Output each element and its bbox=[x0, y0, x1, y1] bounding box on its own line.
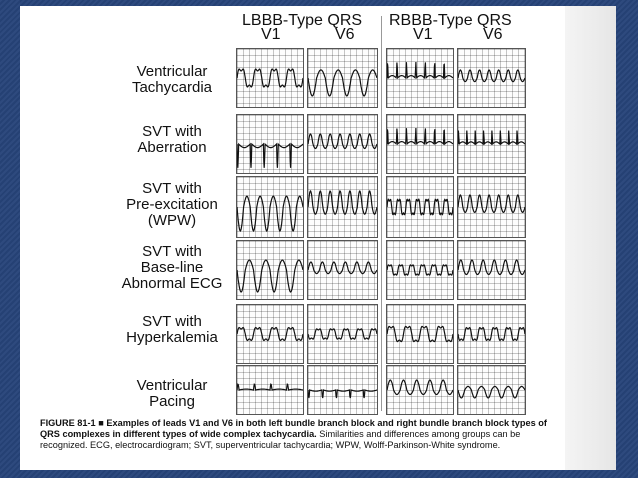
ecg-panel bbox=[307, 304, 378, 364]
ecg-trace bbox=[458, 241, 525, 299]
ecg-trace bbox=[237, 241, 303, 299]
ecg-trace bbox=[387, 49, 453, 107]
ecg-waveform bbox=[308, 134, 377, 149]
ecg-panel bbox=[236, 240, 304, 300]
ecg-panel bbox=[386, 176, 454, 238]
row-label-svt-preexcitation: SVT with Pre-excitation (WPW) bbox=[126, 180, 218, 229]
ecg-waveform bbox=[458, 260, 525, 275]
ecg-waveform bbox=[237, 196, 303, 231]
ecg-panel bbox=[457, 114, 526, 174]
ecg-panel bbox=[386, 365, 454, 415]
ecg-panel bbox=[457, 48, 526, 108]
ecg-panel bbox=[457, 365, 526, 415]
ecg-trace bbox=[237, 305, 303, 363]
ecg-trace bbox=[308, 177, 377, 237]
ecg-waveform bbox=[458, 70, 525, 82]
ecg-waveform bbox=[458, 131, 525, 145]
row-label-ventricular-pacing: Ventricular Pacing bbox=[136, 377, 208, 410]
ecg-trace bbox=[308, 241, 377, 299]
ecg-waveform bbox=[387, 199, 453, 214]
ecg-waveform bbox=[387, 128, 453, 144]
ecg-waveform bbox=[387, 380, 453, 395]
ecg-panel bbox=[386, 114, 454, 174]
ecg-waveform bbox=[458, 195, 525, 212]
lead-label-lbbb-v6: V6 bbox=[335, 26, 355, 43]
ecg-panel bbox=[307, 365, 378, 415]
page-gutter bbox=[565, 6, 616, 470]
ecg-waveform bbox=[308, 191, 377, 214]
column-title-rbbb: RBBB-Type QRS bbox=[389, 12, 512, 29]
ecg-panel bbox=[386, 304, 454, 364]
ecg-panel bbox=[236, 48, 304, 108]
ecg-panel bbox=[386, 48, 454, 108]
caption-bold-text: Examples of leads V1 and V6 in both left bundle branch block and right bundle branch block types of QRS complexes in different types of wide complex tachycardia. bbox=[40, 418, 547, 439]
ecg-waveform bbox=[308, 70, 377, 96]
lead-label-lbbb-v1: V1 bbox=[261, 26, 281, 43]
row-label-svt-hyperkalemia: SVT with Hyperkalemia bbox=[126, 313, 218, 346]
ecg-waveform bbox=[387, 326, 453, 341]
lead-label-rbbb-v6: V6 bbox=[483, 26, 503, 43]
column-title-lbbb: LBBB-Type QRS bbox=[242, 12, 363, 29]
ecg-waveform bbox=[308, 262, 377, 274]
ecg-waveform bbox=[237, 144, 303, 168]
ecg-panel bbox=[307, 48, 378, 108]
ecg-panel bbox=[307, 114, 378, 174]
ecg-trace bbox=[237, 49, 303, 107]
ecg-panel bbox=[457, 176, 526, 238]
ecg-trace bbox=[458, 177, 525, 237]
ecg-waveform bbox=[308, 390, 377, 398]
ecg-trace bbox=[237, 177, 303, 237]
figure-caption bbox=[40, 418, 560, 451]
ecg-panel bbox=[457, 240, 526, 300]
ecg-waveform bbox=[237, 260, 303, 292]
row-label-ventricular-tachycardia: Ventricular Tachycardia bbox=[131, 63, 213, 96]
ecg-waveform bbox=[387, 62, 453, 78]
caption-text: Similarities and differences among groups can be recognized. ECG, electrocardiogram; SVT, superventricular tachycardia; WPW, Wolff-Parkinson-White syndrome. bbox=[40, 429, 521, 450]
ecg-trace bbox=[308, 49, 377, 107]
ecg-waveform bbox=[237, 328, 303, 341]
row-label-svt-aberration: SVT with Aberration bbox=[137, 123, 207, 156]
ecg-trace bbox=[308, 305, 377, 363]
ecg-waveform bbox=[237, 384, 303, 390]
ecg-trace bbox=[308, 115, 377, 173]
ecg-panel bbox=[386, 240, 454, 300]
ecg-waveform bbox=[458, 386, 525, 398]
ecg-trace bbox=[308, 366, 377, 414]
ecg-waveform bbox=[237, 69, 303, 87]
row-label-svt-baseline-abnormal: SVT with Base-line Abnormal ECG bbox=[121, 243, 223, 292]
ecg-panel bbox=[236, 365, 304, 415]
ecg-panel bbox=[307, 240, 378, 300]
ecg-waveform bbox=[387, 265, 453, 275]
caption-bullet: ■ bbox=[98, 418, 104, 428]
ecg-trace bbox=[237, 366, 303, 414]
ecg-panel bbox=[457, 304, 526, 364]
ecg-trace bbox=[387, 305, 453, 363]
ecg-panel bbox=[236, 114, 304, 174]
ecg-trace bbox=[387, 366, 453, 414]
ecg-trace bbox=[458, 49, 525, 107]
ecg-trace bbox=[458, 366, 525, 414]
slide bbox=[20, 6, 616, 470]
ecg-panel bbox=[236, 176, 304, 238]
ecg-trace bbox=[387, 115, 453, 173]
ecg-trace bbox=[458, 115, 525, 173]
ecg-trace bbox=[387, 177, 453, 237]
column-divider bbox=[381, 16, 382, 411]
ecg-waveform bbox=[458, 328, 525, 341]
ecg-trace bbox=[458, 305, 525, 363]
lead-label-rbbb-v1: V1 bbox=[413, 26, 433, 43]
figure-number: FIGURE 81-1 bbox=[40, 418, 96, 428]
ecg-trace bbox=[387, 241, 453, 299]
ecg-panel bbox=[307, 176, 378, 238]
ecg-panel bbox=[236, 304, 304, 364]
ecg-waveform bbox=[308, 329, 377, 339]
ecg-trace bbox=[237, 115, 303, 173]
